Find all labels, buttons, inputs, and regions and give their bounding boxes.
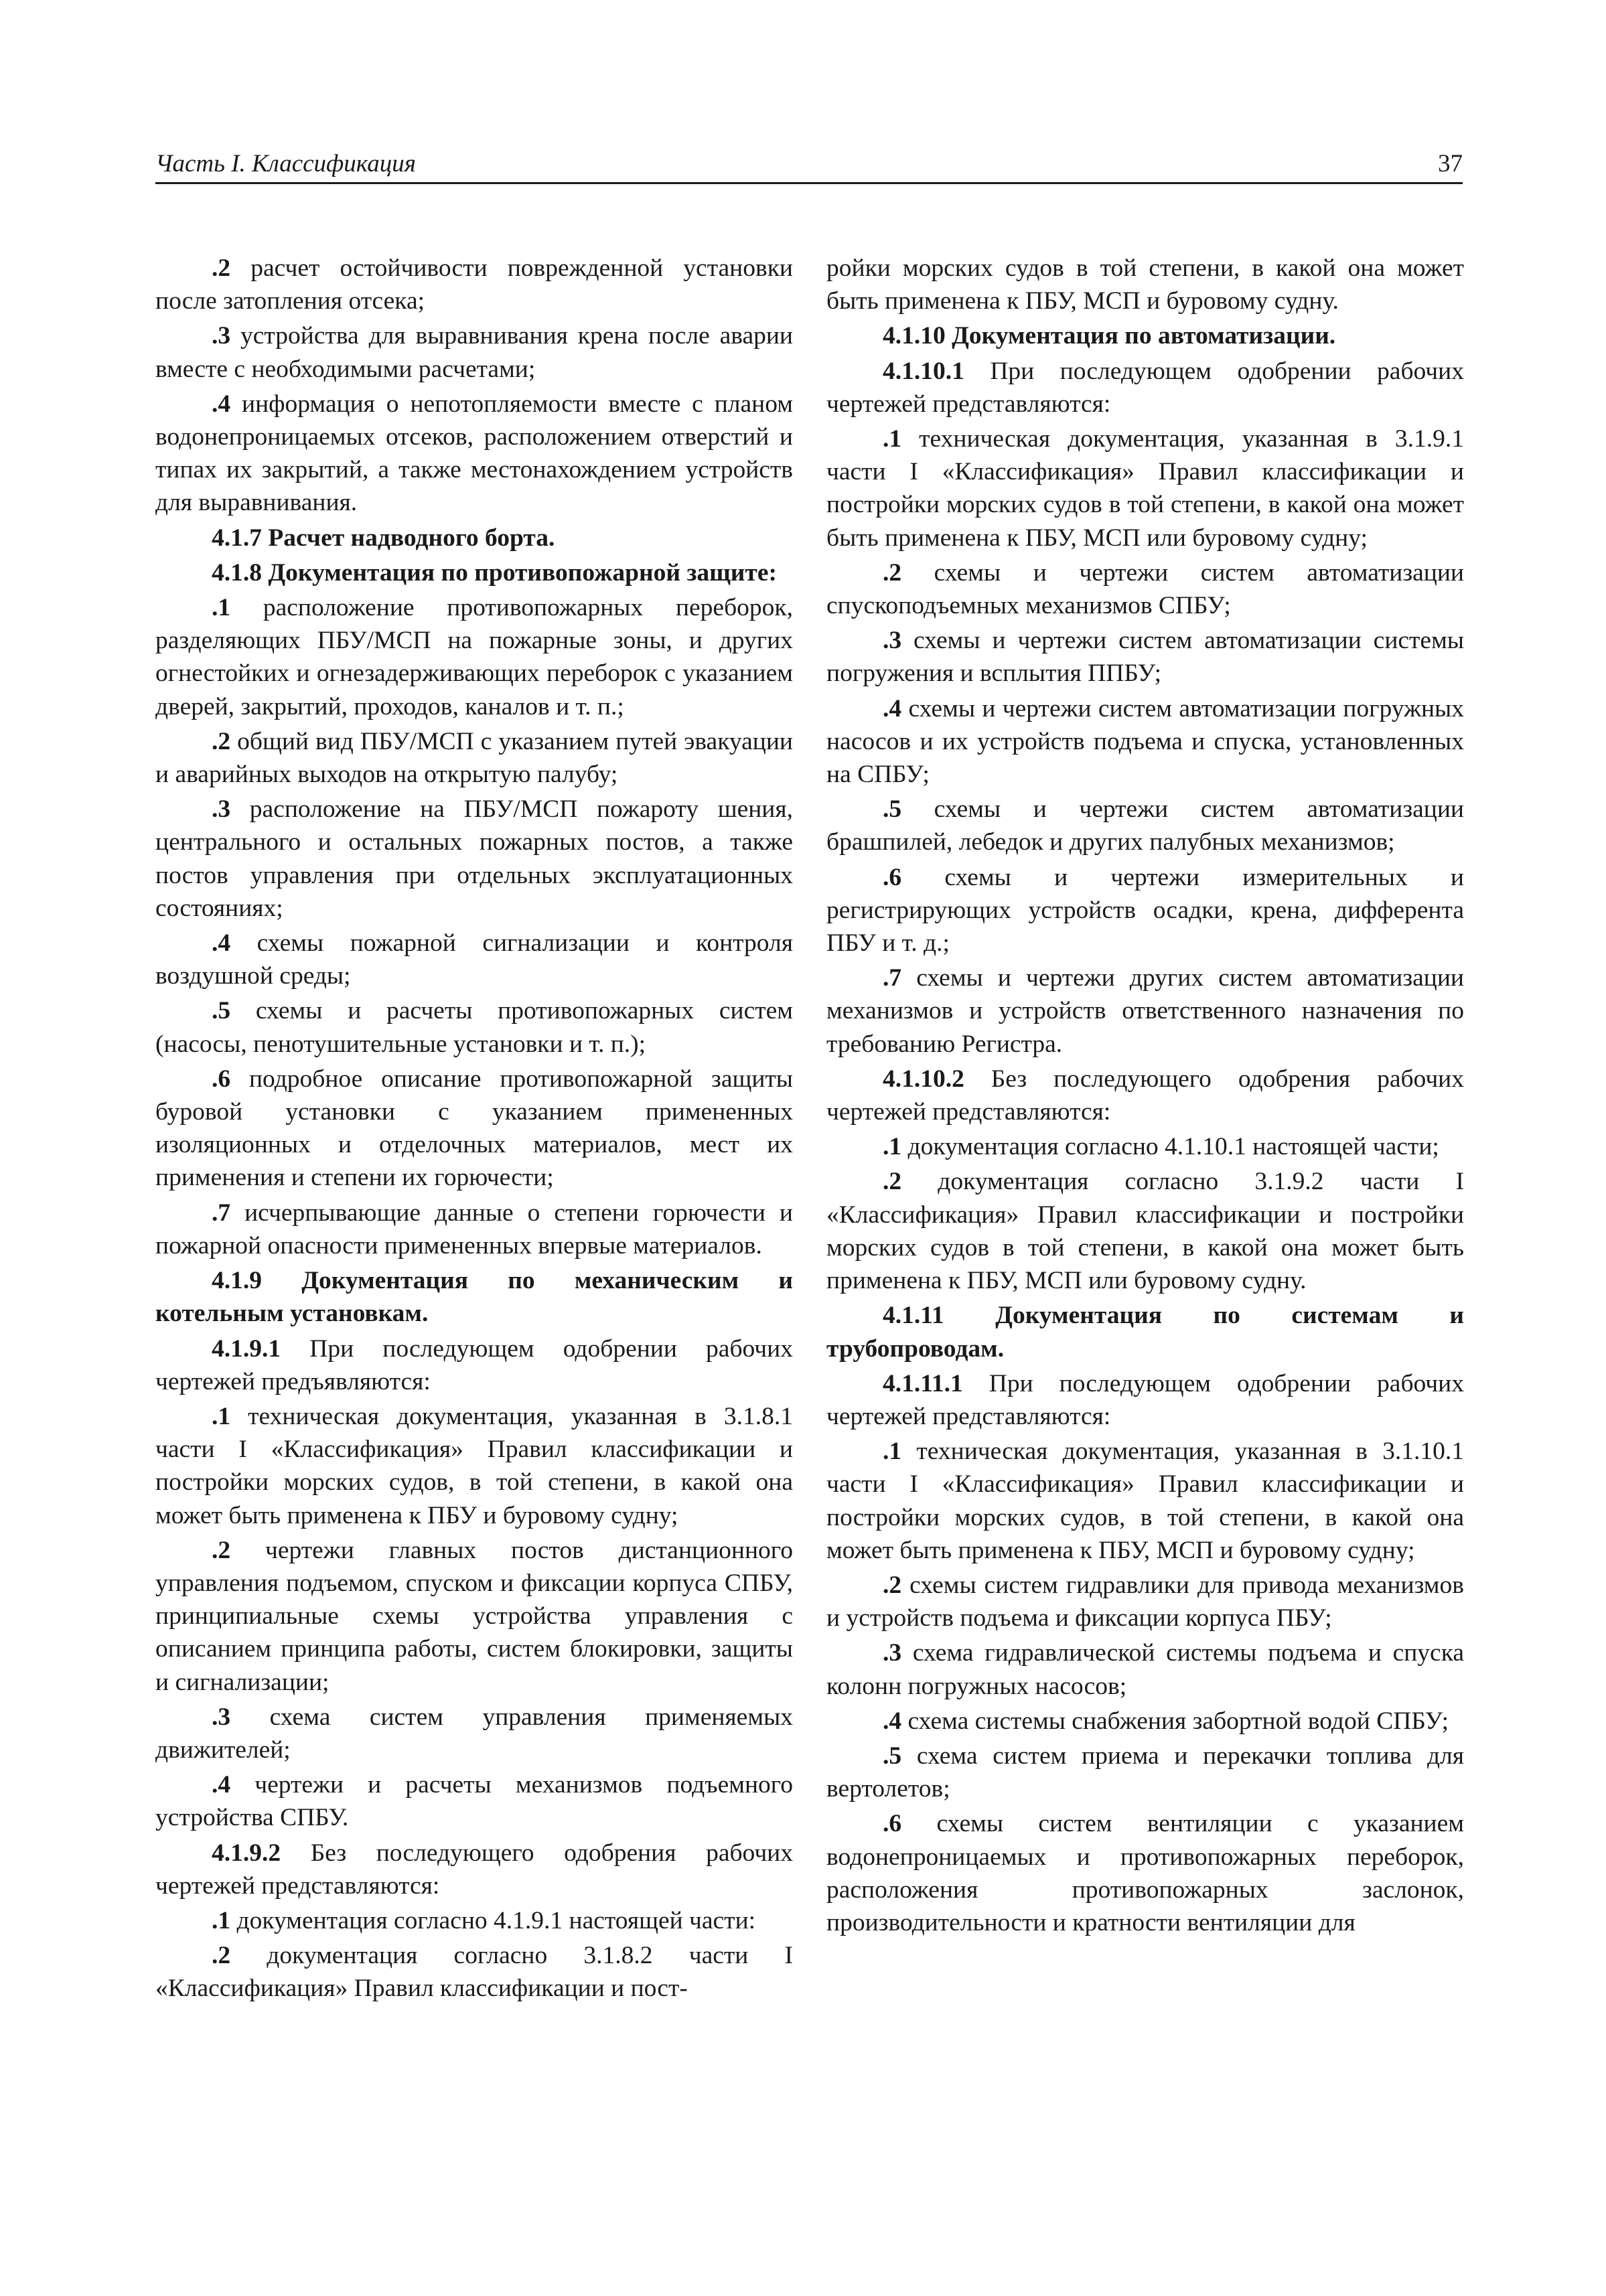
- paragraph: [155, 591, 793, 723]
- paragraph-number: 4.1.8 Документация по противопожарной защите:: [212, 558, 777, 587]
- paragraph-text: При последующем одобрении рабочих чертежей представляются:: [826, 357, 1464, 418]
- paragraph-text: расчет остойчивости поврежденной установки после затопления отсека;: [155, 254, 793, 315]
- paragraph-number: 4.1.10.1: [883, 357, 964, 385]
- paragraph-text: схемы систем вентиляции с указанием водонепроницаемых и противопожарных переборок, расположения противопожарных заслонок, производительности и кратности вентиляции для: [826, 1810, 1464, 1936]
- paragraph: [826, 319, 1464, 352]
- running-header: [155, 139, 1463, 184]
- paragraph: [155, 1904, 793, 1937]
- paragraph-text: общий вид ПБУ/МСП с указанием путей эвакуации и аварийных выходов на открытую палубу;: [155, 727, 793, 789]
- paragraph-text: схемы систем гидравлики для привода механизмов и устройств подъема и фиксации корпуса ПБУ;: [826, 1571, 1464, 1632]
- paragraph: [155, 1264, 793, 1330]
- paragraph-number: .2: [883, 1168, 902, 1196]
- paragraph: [826, 861, 1464, 960]
- paragraph-text: схемы и чертежи измерительных и регистрирующих устройств осадки, крена, дифферента ПБУ и т. д.;: [826, 863, 1464, 958]
- paragraph-text: расположение противопожарных переборок, разделяющих ПБУ/МСП на пожарные зоны, и других огнестойких и огнезадерживающих переборок с указанием дверей, закрытий, проходов, каналов и т. п.;: [155, 594, 793, 720]
- paragraph: [826, 624, 1464, 690]
- paragraph-text: схемы и чертежи систем автоматизации спускоподъемных механизмов СПБУ;: [826, 558, 1464, 620]
- paragraph: [826, 1705, 1464, 1738]
- paragraph: [826, 1299, 1464, 1365]
- paragraph-number: .4: [883, 694, 902, 722]
- paragraph-number: .7: [883, 964, 902, 992]
- paragraph: [155, 556, 793, 589]
- paragraph: [155, 1837, 793, 1902]
- paragraph: [826, 423, 1464, 554]
- paragraph: [155, 1063, 793, 1195]
- paragraph-text: Без последующего одобрения рабочих чертежей представляются:: [155, 1839, 793, 1900]
- paragraph-text: При последующем одобрении рабочих чертежей представляются:: [826, 1369, 1464, 1430]
- paragraph-number: .4: [883, 1707, 902, 1735]
- paragraph-number: .7: [212, 1199, 231, 1227]
- paragraph-text: схемы и расчеты противопожарных систем (насосы, пенотушительные установки и т. п.);: [155, 997, 793, 1058]
- paragraph-number: .1: [212, 1906, 231, 1934]
- paragraph: [155, 1939, 793, 2005]
- paragraph-number: .3: [212, 322, 231, 350]
- paragraph: [155, 725, 793, 791]
- paragraph-number: 4.1.10 Документация по автоматизации.: [883, 322, 1336, 350]
- paragraph-number: 4.1.9.2: [212, 1839, 281, 1867]
- paragraph-text: подробное описание противопожарной защиты буровой установки с указанием примененных изоляционных и отделочных материалов, мест их применения и степени их горючести;: [155, 1065, 793, 1192]
- paragraph-text: ройки морских судов в той степени, в какой она может быть применена к ПБУ, МСП и буровому судну.: [826, 254, 1464, 315]
- paragraph-number: .3: [883, 1639, 902, 1667]
- paragraph-number: .6: [212, 1065, 231, 1093]
- paragraph: [155, 319, 793, 385]
- right-column: [826, 252, 1464, 1939]
- paragraph-text: схема системы снабжения забортной водой СПБУ;: [901, 1707, 1449, 1735]
- paragraph: [826, 1740, 1464, 1805]
- paragraph-number: 4.1.11.1: [883, 1369, 963, 1397]
- paragraph-text: схемы и чертежи систем автоматизации системы погружения и всплытия ППБУ;: [826, 627, 1464, 688]
- paragraph-number: .4: [212, 929, 231, 958]
- paragraph-text: документация согласно 3.1.9.2 части I «Классификация» Правил классификации и постройки морских судов в той степени, в какой она может быть применена к ПБУ, МСП или буровому судну.: [826, 1168, 1464, 1295]
- paragraph: [155, 927, 793, 992]
- paragraph: [826, 252, 1464, 317]
- paragraph-number: .1: [212, 594, 231, 622]
- paragraph-number: .5: [883, 1742, 902, 1770]
- paragraph-text: расположение на ПБУ/МСП пожароту шения, центрального и остальных пожарных постов, а также постов управления при отдельных эксплуатационных состояниях;: [155, 795, 793, 922]
- paragraph: [155, 793, 793, 925]
- paragraph-text: исчерпывающие данные о степени горючести и пожарной опасности примененных впервые материалов.: [155, 1199, 793, 1259]
- paragraph-number: .3: [212, 795, 231, 824]
- paragraph-text: чертежи главных постов дистанционного управления подъемом, спуском и фиксации корпуса СПБУ, принципиальные схемы устройства управления с описанием принципа работы, систем блокировки, защиты и сигнализации;: [155, 1536, 793, 1696]
- paragraph-number: .1: [883, 1133, 902, 1161]
- paragraph-text: Без последующего одобрения рабочих чертежей представляются:: [826, 1065, 1464, 1126]
- paragraph-text: техническая документация, указанная в 3.1.10.1 части I «Классификация» Правил классификации и постройки морских судов, в той степени, в какой она может быть применена к ПБУ, МСП и буровому судну;: [826, 1438, 1464, 1564]
- paragraph-number: .2: [212, 727, 231, 755]
- paragraph-text: документация согласно 4.1.10.1 настоящей части;: [901, 1133, 1439, 1161]
- paragraph: [155, 1701, 793, 1766]
- paragraph-text: техническая документация, указанная в 3.1.8.1 части I «Классификация» Правил классификации и постройки морских судов, в той степени, в какой она может быть применена к ПБУ и буровому судну;: [155, 1402, 793, 1529]
- paragraph: [826, 692, 1464, 791]
- paragraph: [155, 388, 793, 520]
- paragraph-text: схемы и чертежи систем автоматизации брашпилей, лебедок и других палубных механизмов;: [826, 795, 1464, 856]
- paragraph: [826, 793, 1464, 858]
- paragraph-number: .3: [883, 627, 902, 655]
- paragraph-number: 4.1.7 Расчет надводного борта.: [212, 524, 555, 552]
- paragraph-number: .1: [212, 1402, 231, 1430]
- left-column: [155, 252, 793, 2005]
- paragraph-number: .6: [883, 863, 902, 891]
- paragraph-number: .5: [212, 997, 231, 1025]
- paragraph: [826, 355, 1464, 420]
- paragraph: [826, 1435, 1464, 1567]
- paragraph-number: .1: [883, 425, 902, 453]
- paragraph-text: схема гидравлической системы подъема и спуска колонн погружных насосов;: [826, 1639, 1464, 1700]
- paragraph: [826, 1130, 1464, 1163]
- paragraph-text: документация согласно 3.1.8.2 части I «Классификация» Правил классификации и пост-: [155, 1942, 793, 2003]
- paragraph-number: 4.1.11 Документация по системам и трубопроводам.: [826, 1302, 1464, 1363]
- paragraph: [155, 1197, 793, 1262]
- paragraph-number: .2: [212, 1536, 231, 1564]
- paragraph-text: При последующем одобрении рабочих чертежей предъявляются:: [155, 1334, 793, 1395]
- paragraph: [155, 994, 793, 1060]
- paragraph-text: устройства для выравнивания крена после аварии вместе с необходимыми расчетами;: [155, 322, 793, 383]
- paragraph: [826, 1569, 1464, 1634]
- paragraph-text: схема систем приема и перекачки топлива для вертолетов;: [826, 1742, 1464, 1803]
- paragraph-number: .4: [212, 390, 231, 418]
- paragraph: [826, 962, 1464, 1061]
- paragraph-number: .1: [883, 1438, 902, 1466]
- paragraph-number: .2: [883, 1571, 902, 1599]
- paragraph: [826, 1636, 1464, 1702]
- paragraph: [155, 1332, 793, 1398]
- paragraph-text: чертежи и расчеты механизмов подъемного устройства СПБУ.: [155, 1771, 793, 1832]
- paragraph-text: схемы пожарной сигнализации и контроля воздушной среды;: [155, 929, 793, 990]
- paragraph-number: 4.1.10.2: [883, 1065, 964, 1093]
- paragraph-number: 4.1.9 Документация по механическим и котельным установкам.: [155, 1267, 793, 1328]
- paragraph-text: документация согласно 4.1.9.1 настоящей части:: [230, 1906, 756, 1934]
- paragraph: [826, 1165, 1464, 1297]
- paragraph-text: схема систем управления применяемых движителей;: [155, 1703, 793, 1764]
- paragraph: [826, 1063, 1464, 1128]
- paragraph: [155, 1534, 793, 1699]
- paragraph-text: схемы и чертежи систем автоматизации погружных насосов и их устройств подъема и спуска, установленных на СПБУ;: [826, 694, 1464, 789]
- paragraph: [826, 1807, 1464, 1939]
- paragraph-number: .6: [883, 1810, 902, 1838]
- paragraph: [155, 1768, 793, 1834]
- page-number: 37: [1438, 150, 1463, 177]
- paragraph: [826, 556, 1464, 622]
- header-title: Часть I. Классификация: [155, 150, 416, 177]
- paragraph-number: .2: [212, 1942, 231, 1970]
- paragraph-number: 4.1.9.1: [212, 1334, 281, 1363]
- paragraph: [826, 1367, 1464, 1433]
- paragraph: [155, 252, 793, 317]
- paragraph-text: информация о непотопляемости вместе с планом водонепроницаемых отсеков, расположением отверстий и типах их закрытий, а также местонахождением устройств для выравнивания.: [155, 390, 793, 517]
- paragraph: [155, 522, 793, 554]
- paragraph: [155, 1400, 793, 1532]
- paragraph-number: .4: [212, 1771, 231, 1799]
- paragraph-number: .5: [883, 795, 902, 824]
- paragraph-text: техническая документация, указанная в 3.1.9.1 части I «Классификация» Правил классификации и постройки морских судов в той степени, в какой она может быть применена к ПБУ, МСП или буровому судну;: [826, 425, 1464, 552]
- paragraph-number: .2: [212, 254, 231, 282]
- paragraph-number: .3: [212, 1703, 231, 1731]
- paragraph-number: .2: [883, 558, 902, 587]
- paragraph-text: схемы и чертежи других систем автоматизации механизмов и устройств ответственного назначения по требованию Регистра.: [826, 964, 1464, 1058]
